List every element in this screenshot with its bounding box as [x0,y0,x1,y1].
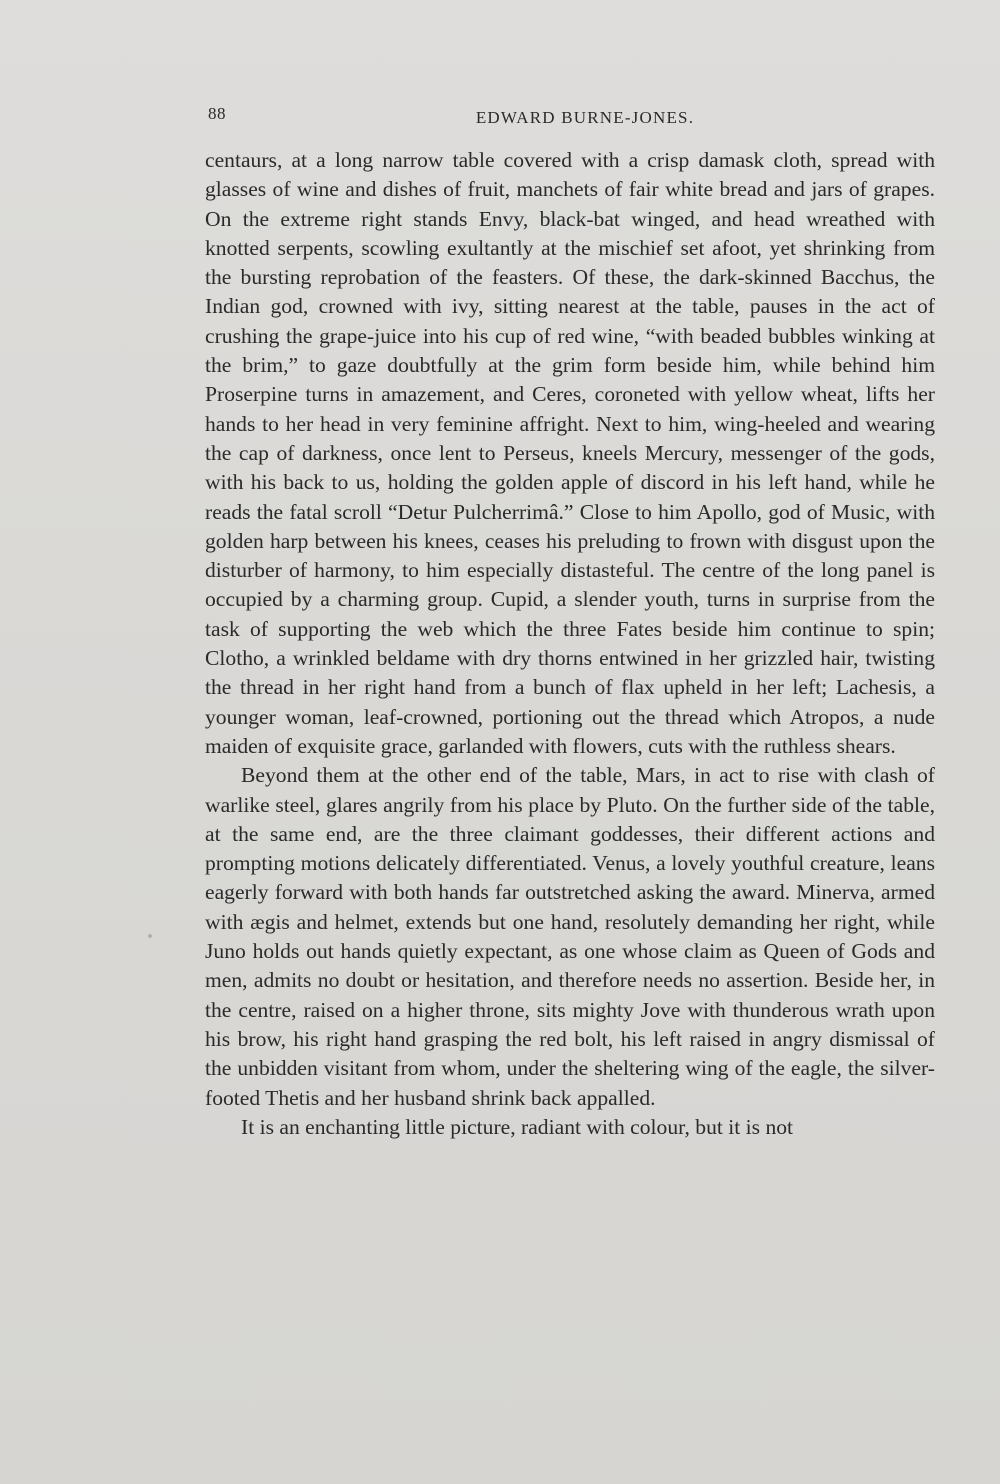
paragraph-2: Beyond them at the other end of the table, Mars, in act to rise with clash of warlike steel, glares angrily from his place by Pluto. On the further side of the table, at the same end, are the three claimant goddesses, their different actions and prompting motions delicately differentiated. Venus, a lovely youthful creature, leans eagerly forward with both hands far outstretched asking the award. Minerva, armed with ægis and helmet, extends but one hand, resolutely demanding her right, while Juno holds out hands quietly expectant, as one whose claim as Queen of Gods and men, admits no doubt or hesitation, and therefore needs no assertion. Beside her, in the centre, raised on a higher throne, sits mighty Jove with thunderous wrath upon his brow, his right hand grasping the red bolt, his left raised in angry dismissal of the unbidden visitant from whom, under the sheltering wing of the eagle, the silver-footed Thetis and her husband shrink back appalled. [205,763,935,1110]
body-text [205,146,935,1142]
paper-speck [148,934,152,938]
page-header [208,104,934,134]
paragraph-1: centaurs, at a long narrow table covered with a crisp damask cloth, spread with glasses of wine and dishes of fruit, manchets of fair white bread and jars of grapes. On the extreme right stands Envy, black-bat winged, and head wreathed with knotted serpents, scowling exultantly at the mischief set afoot, yet shrinking from the bursting reprobation of the feasters. Of these, the dark-skinned Bacchus, the Indian god, crowned with ivy, sitting nearest at the table, pauses in the act of crushing the grape-juice into his cup of red wine, “with beaded bubbles winking at the brim,” to gaze doubtfully at the grim form beside him, while behind him Proserpine turns in amazement, and Ceres, coroneted with yellow wheat, lifts her hands to her head in very feminine affright. Next to him, wing-heeled and wearing the cap of darkness, once lent to Perseus, kneels Mercury, messenger of the gods, with his back to us, holding the golden apple of discord in his left hand, while he reads the fatal scroll “Detur Pulcherrimâ.” Close to him Apollo, god of Music, with golden harp between his knees, ceases his preluding to frown with disgust upon the disturber of harmony, to him especially distasteful. The centre of the long panel is occupied by a charming group. Cupid, a slender youth, turns in surprise from the task of supporting the web which the three Fates beside him continue to spin; Clotho, a wrinkled beldame with dry thorns entwined in her grizzled hair, twisting the thread in her right hand from a bunch of flax upheld in her left; Lachesis, a younger woman, leaf-crowned, portioning out the thread which Atropos, a nude maiden of exquisite grace, garlanded with flowers, cuts with the ruthless shears. [205,148,935,758]
running-title: EDWARD BURNE-JONES. [475,108,695,127]
page-number: 88 [208,104,226,123]
paragraph-3: It is an enchanting little picture, radiant with colour, but it is not [241,1114,794,1139]
